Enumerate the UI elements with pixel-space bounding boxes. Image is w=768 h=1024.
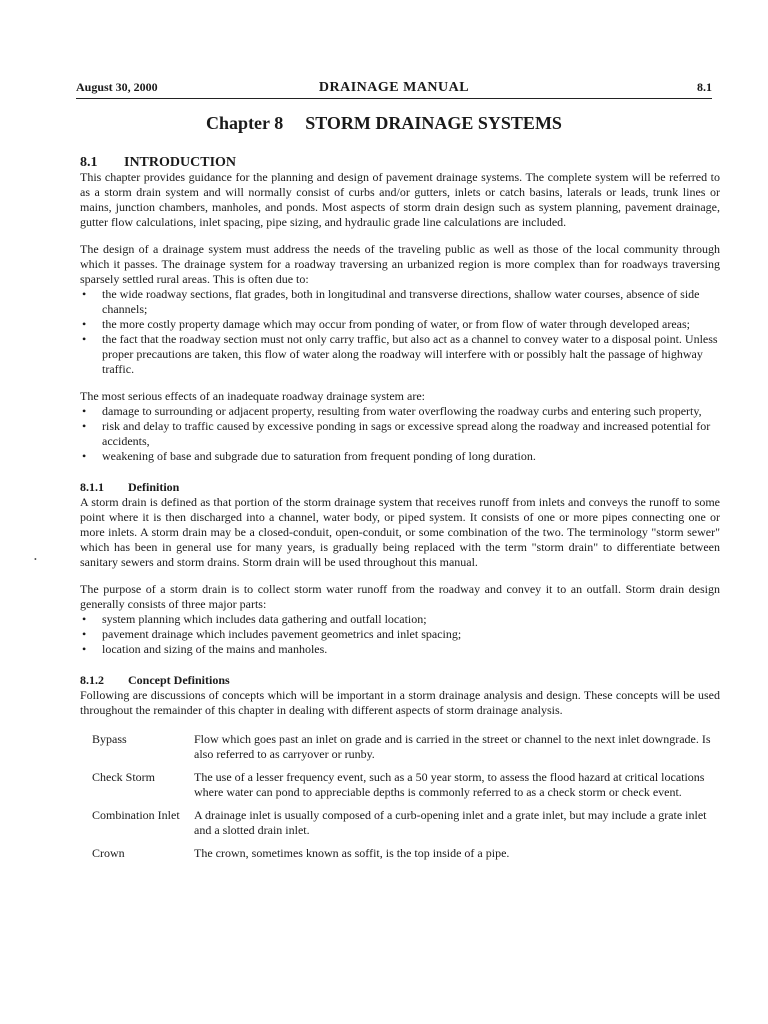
list-item-text: system planning which includes data gathering and outfall location; — [102, 612, 427, 626]
definition-term: Check Storm — [92, 770, 155, 784]
list-item-text: the wide roadway sections, flat grades, both in longitudinal and transverse directions, shallow water courses, absence of side channels; — [102, 287, 700, 316]
subsection-heading-concepts — [80, 673, 720, 688]
definition-term: Bypass — [92, 732, 127, 746]
list-item — [80, 627, 720, 642]
section-title: INTRODUCTION — [124, 155, 237, 170]
effects-list — [80, 404, 720, 464]
list-item — [80, 612, 720, 627]
bullet-icon: • — [82, 332, 87, 346]
bullet-icon: • — [82, 627, 87, 641]
bullet-icon: • — [82, 287, 87, 301]
subsection-heading-definition — [80, 480, 720, 495]
header-page-number: 8.1 — [697, 80, 712, 94]
subsection-number: 8.1.1 — [80, 480, 104, 494]
definition-row — [80, 808, 720, 838]
bullet-icon: • — [82, 449, 87, 463]
list-item — [80, 287, 720, 317]
concepts-paragraph: Following are discussions of concepts which will be important in a storm drainage analysis and design. These concepts will be used throughout the remainder of this chapter in dealing with different aspects of storm drainage analysis. — [80, 688, 720, 717]
list-item-text: weakening of base and subgrade due to saturation from frequent ponding of long duration. — [102, 449, 536, 463]
list-item — [80, 642, 720, 657]
list-item-text: the more costly property damage which may occur from ponding of water, or from flow of water through developed areas; — [102, 317, 690, 331]
header-date: August 30, 2000 — [76, 80, 158, 94]
definition-row — [80, 770, 720, 800]
list-item — [80, 332, 720, 377]
chapter-label: Chapter 8 — [206, 113, 284, 133]
chapter-heading — [0, 113, 768, 133]
definition-term: Combination Inlet — [92, 808, 180, 822]
intro-paragraph-1: This chapter provides guidance for the planning and design of pavement drainage systems. The complete system will be referred to as a storm drain system and will normally consist of curbs and/or gutters, inlets or catch basins, laterals or leads, trunk lines or mains, junction chambers, manholes, and ponds. Most aspects of storm drain design such as system planning, pavement drainage, gutter flow calculations, inlet spacing, pipe sizing, and hydraulic grade line calculations are included. — [80, 170, 720, 229]
page-header — [76, 78, 712, 99]
page-content — [80, 155, 720, 869]
list-item-text: damage to surrounding or adjacent property, resulting from water overflowing the roadway curbs and entering such property, — [102, 404, 702, 418]
definition-text: The use of a lesser frequency event, such as a 50 year storm, to assess the flood hazard at critical locations where water can pond to appreciable depths is commonly referred to as a check storm or check event. — [194, 770, 705, 799]
definition-row — [80, 846, 720, 861]
intro-paragraph-2: The design of a drainage system must address the needs of the traveling public as well as those of the local community through which it passes. The drainage system for a roadway traversing an urbanized region is more complex than for roadways traversing sparsely settled rural areas. This is often due to: — [80, 242, 720, 286]
subsection-number: 8.1.2 — [80, 673, 104, 687]
definition-text: A drainage inlet is usually composed of a curb-opening inlet and a grate inlet, but may include a grate inlet and a slotted drain inlet. — [194, 808, 707, 837]
design-parts-list — [80, 612, 720, 657]
section-number: 8.1 — [80, 155, 98, 170]
bullet-icon: • — [82, 419, 87, 433]
subsection-title: Definition — [128, 480, 180, 494]
list-item-text: risk and delay to traffic caused by excessive ponding in sags or excessive spread along the roadway and increased potential for accidents, — [102, 419, 711, 448]
list-item-text: pavement drainage which includes pavement geometrics and inlet spacing; — [102, 627, 462, 641]
urban-factors-list — [80, 287, 720, 377]
definition-paragraph-1: A storm drain is defined as that portion of the storm drainage system that receives runoff from inlets and conveys the runoff to some point where it is then discharged into a channel, water body, or piped system. It consists of one or more pipes connecting one or more inlets. A storm drain may be a closed-conduit, open-conduit, or some combination of the two. The terminology "storm sewer" which has been in general use for many years, is gradually being replaced with the term "storm drain" to differentiate between sanitary sewers and storm drains. Storm drain will be used throughout this manual. — [80, 495, 720, 569]
list-item-text: location and sizing of the mains and manholes. — [102, 642, 328, 656]
list-item — [80, 449, 720, 464]
section-heading — [80, 155, 720, 170]
list-item — [80, 317, 720, 332]
intro-paragraph-3: The most serious effects of an inadequate roadway drainage system are: — [80, 389, 425, 403]
bullet-icon: • — [82, 612, 87, 626]
list-item-text: the fact that the roadway section must not only carry traffic, but also act as a channel to convey water to a disposal point. Unless proper precautions are taken, this flow of water along the roadway will interfere with or possibly halt the passage of highway traffic. — [102, 332, 718, 376]
chapter-title: STORM DRAINAGE SYSTEMS — [305, 113, 562, 133]
definition-paragraph-2: The purpose of a storm drain is to collect storm water runoff from the roadway and convey it to an outfall. Storm drain design generally consists of three major parts: — [80, 582, 720, 611]
definition-term: Crown — [92, 846, 125, 860]
definition-text: Flow which goes past an inlet on grade and is carried in the street or channel to the next inlet downgrade. Is also referred to as carryover or runby. — [194, 732, 711, 761]
bullet-icon: • — [82, 642, 87, 656]
list-item — [80, 404, 720, 419]
stray-mark: • — [34, 555, 37, 564]
definition-text: The crown, sometimes known as soffit, is the top inside of a pipe. — [194, 846, 510, 860]
list-item — [80, 419, 720, 449]
bullet-icon: • — [82, 317, 87, 331]
bullet-icon: • — [82, 404, 87, 418]
subsection-title: Concept Definitions — [128, 673, 230, 687]
definitions-list — [80, 732, 720, 861]
header-manual-title: DRAINAGE MANUAL — [318, 80, 470, 95]
definition-row — [80, 732, 720, 762]
